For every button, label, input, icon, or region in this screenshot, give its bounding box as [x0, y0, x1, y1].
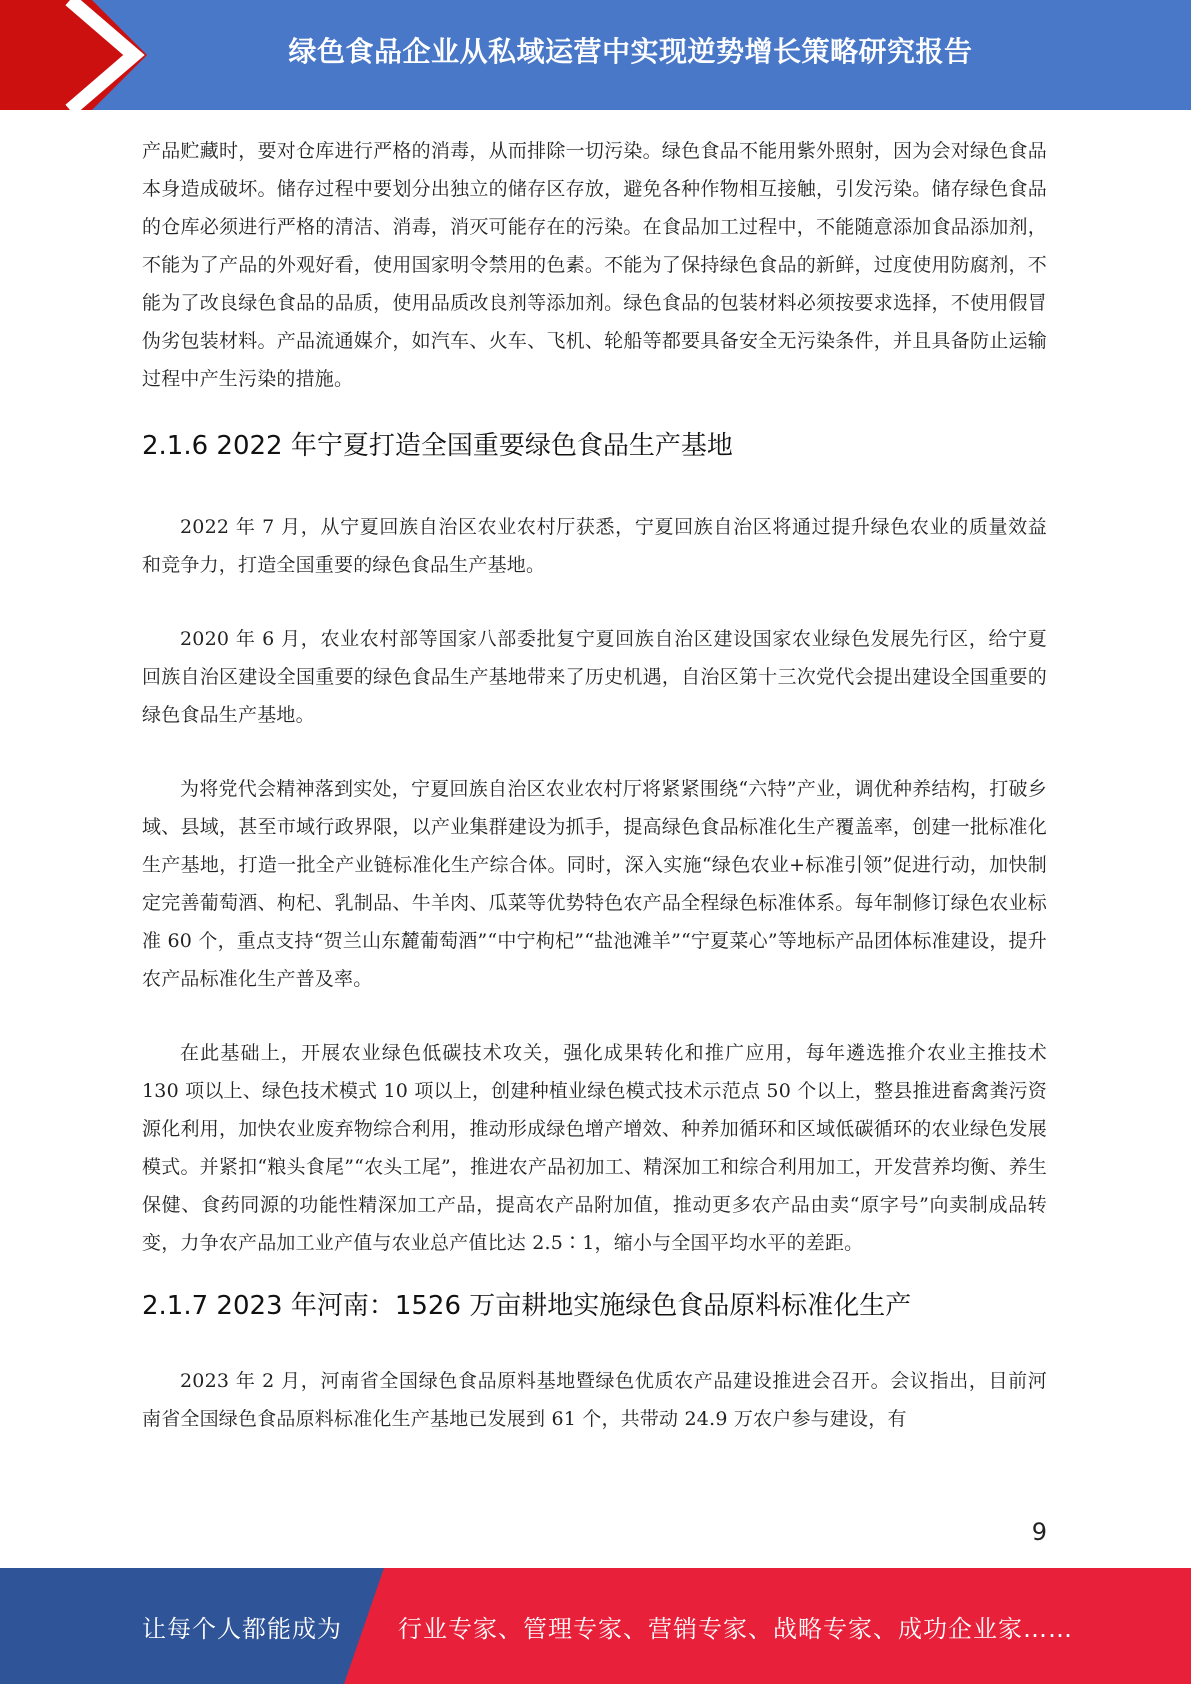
section-heading: 2.1.6 2022 年宁夏打造全国重要绿色食品生产基地 [142, 431, 733, 461]
paragraph: 2022 年 7 月，从宁夏回族自治区农业农村厅获悉，宁夏回族自治区将通过提升绿色农业的质量效益和竞争力，打造全国重要的绿色食品生产基地。 [142, 516, 1047, 576]
page-number: 9 [1031, 1518, 1047, 1546]
page-header [0, 0, 1191, 110]
footer-slogan-left: 让每个人都能成为 [142, 1614, 342, 1643]
section-heading: 2.1.7 2023 年河南：1526 万亩耕地实施绿色食品原料标准化生产 [142, 1291, 912, 1321]
page-footer [0, 1568, 1191, 1684]
paragraph: 产品贮藏时，要对仓库进行严格的消毒，从而排除一切污染。绿色食品不能用紫外照射，因为会对绿色食品本身造成破坏。储存过程中要划分出独立的储存区存放，避免各种作物相互接触，引发污染。储存绿色食品的仓库必须进行严格的清洁、消毒，消灭可能存在的污染。在食品加工过程中，不能随意添加食品添加剂，不能为了产品的外观好看，使用国家明令禁用的色素。不能为了保持绿色食品的新鲜，过度使用防腐剂，不能为了改良绿色食品的品质，使用品质改良剂等添加剂。绿色食品的包装材料必须按要求选择，不使用假冒伪劣包装材料。产品流通媒介，如汽车、火车、飞机、轮船等都要具备安全无污染条件，并且具备防止运输过程中产生污染的措施。 [142, 140, 1047, 390]
report-title: 绿色食品企业从私域运营中实现逆势增长策略研究报告 [288, 35, 973, 68]
footer-slogan-right: 行业专家、管理专家、营销专家、战略专家、成功企业家…… [398, 1614, 1073, 1643]
paragraph: 为将党代会精神落到实处，宁夏回族自治区农业农村厅将紧紧围绕“六特”产业，调优种养结构，打破乡域、县域，甚至市域行政界限，以产业集群建设为抓手，提高绿色食品标准化生产覆盖率，创建一批标准化生产基地，打造一批全产业链标准化生产综合体。同时，深入实施“绿色农业+标准引领”促进行动，加快制定完善葡萄酒、枸杞、乳制品、牛羊肉、瓜菜等优势特色农产品全程绿色标准体系。每年制修订绿色农业标准 60 个，重点支持“贺兰山东麓葡萄酒”“中宁枸杞”“盐池滩羊”“宁夏菜心”等地标产品团体标准建设，提升农产品标准化生产普及率。 [142, 778, 1047, 990]
document-body [142, 132, 1047, 1438]
paragraph: 2023 年 2 月，河南省全国绿色食品原料基地暨绿色优质农产品建设推进会召开。会议指出，目前河南省全国绿色食品原料标准化生产基地已发展到 61 个，共带动 24.9 万农户参与建设，有 [142, 1370, 1047, 1430]
paragraph: 在此基础上，开展农业绿色低碳技术攻关，强化成果转化和推广应用，每年遴选推介农业主推技术 130 项以上、绿色技术模式 10 项以上，创建种植业绿色模式技术示范点 50 个以上，整县推进畜禽粪污资源化利用，加快农业废弃物综合利用，推动形成绿色增产增效、种养加循环和区域低碳循环的农业绿色发展模式。并紧扣“粮头食尾”“农头工尾”，推进农产品初加工、精深加工和综合利用加工，开发营养均衡、养生保健、食药同源的功能性精深加工产品，提高农产品附加值，推动更多农产品由卖“原字号”向卖制成品转变，力争农产品加工业产值与农业总产值比达 2.5∶1，缩小与全国平均水平的差距。 [142, 1042, 1047, 1254]
paragraph: 2020 年 6 月，农业农村部等国家八部委批复宁夏回族自治区建设国家农业绿色发展先行区，给宁夏回族自治区建设全国重要的绿色食品生产基地带来了历史机遇，自治区第十三次党代会提出建设全国重要的绿色食品生产基地。 [142, 628, 1047, 726]
header-arrow-icon [0, 0, 160, 110]
